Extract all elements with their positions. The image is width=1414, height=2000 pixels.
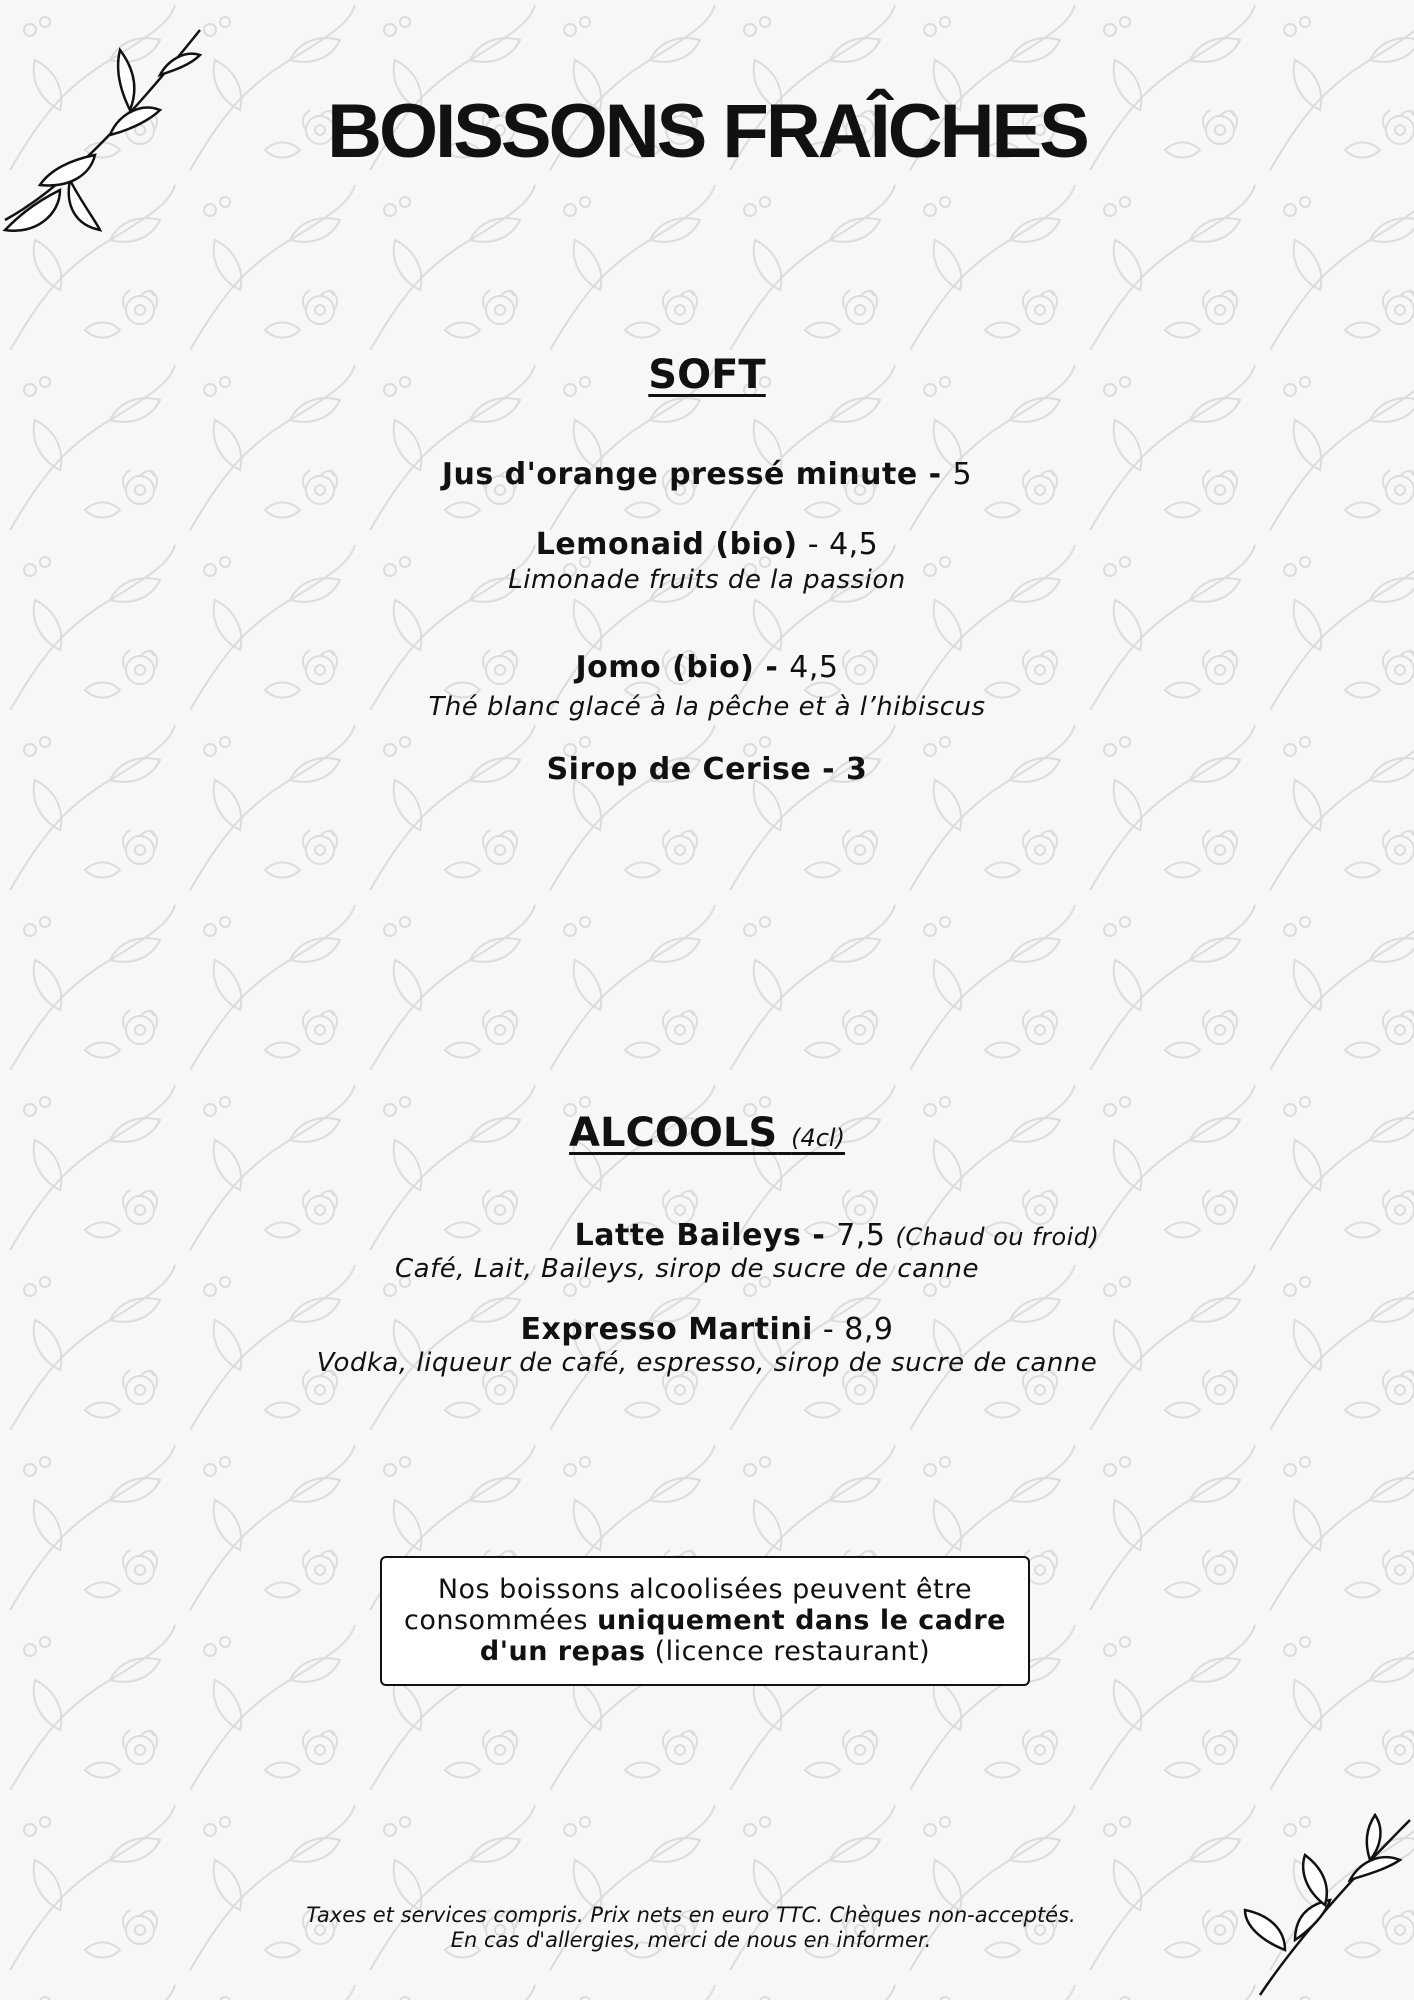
section-heading-soft: SOFT (648, 352, 766, 398)
menu-item: Lemonaid (bio) - 4,5 (535, 527, 879, 562)
leaf-branch-icon (1240, 1800, 1414, 2000)
notice-line: consommées uniquement dans le cadre (404, 1605, 1006, 1636)
footer-legal: Taxes et services compris. Prix nets en euro TTC. Chèques non-acceptés. En cas d'allergies, merci de nous en informer. (306, 1903, 1076, 1952)
menu-item: Jomo (bio) - 4,5 (575, 650, 839, 685)
menu-item: Jus d'orange pressé minute - 5 (441, 457, 973, 492)
item-description: Thé blanc glacé à la pêche et à l’hibiscus (428, 692, 986, 722)
item-description: Vodka, liqueur de café, espresso, sirop de sucre de canne (316, 1348, 1098, 1378)
menu-item: Latte Baileys - 7,5 (Chaud ou froid) (574, 1218, 1100, 1253)
item-description: Limonade fruits de la passion (508, 565, 906, 595)
notice-line: d'un repas (licence restaurant) (479, 1636, 931, 1667)
item-description: Café, Lait, Baileys, sirop de sucre de canne (395, 1254, 979, 1284)
page-title: BOISSONS FRAÎCHES (327, 89, 1087, 174)
menu-item: Sirop de Cerise - 3 (546, 752, 868, 787)
section-heading-alcools: ALCOOLS (4cl) (569, 1110, 845, 1156)
alcohol-notice-box (380, 1556, 1030, 1686)
menu-item: Expresso Martini - 8,9 (520, 1312, 894, 1347)
notice-line: Nos boissons alcoolisées peuvent être (437, 1574, 973, 1605)
